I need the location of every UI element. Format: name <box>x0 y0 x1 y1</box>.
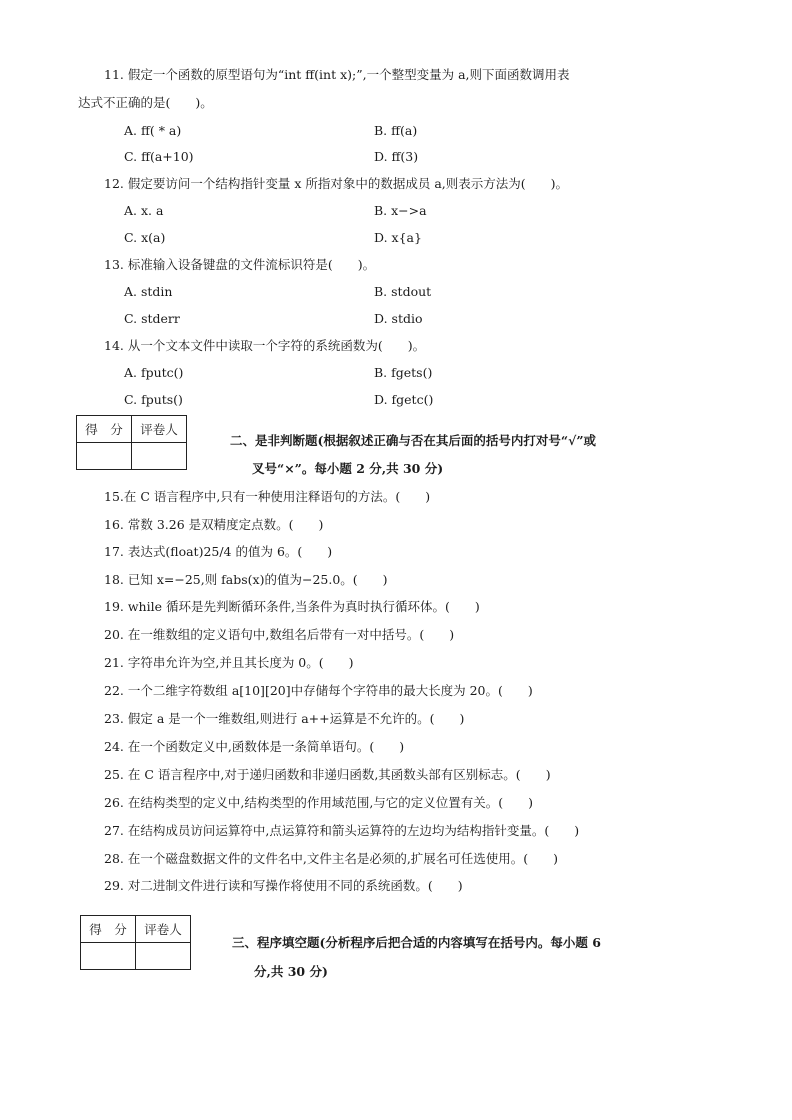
grader-cell <box>132 443 187 470</box>
judgment-28: 28. 在一个磁盘数据文件的文件名中,文件主名是必须的,扩展名可任选使用。( ) <box>104 851 559 866</box>
judgment-19: 19. while 循环是先判断循环条件,当条件为真时执行循环体。( ) <box>104 599 480 614</box>
q12-option-b: B. x−>a <box>374 203 427 218</box>
grader-label: 评卷人 <box>136 916 191 943</box>
section2-title-line2: 叉号“×”。每小题 2 分,共 30 分) <box>252 461 444 476</box>
q13-stem: 13. 标准输入设备键盘的文件流标识符是( )。 <box>104 257 376 272</box>
section2-title-line1: 二、是非判断题(根据叙述正确与否在其后面的括号内打对号“√”或 <box>230 433 597 448</box>
judgment-22: 22. 一个二维字符数组 a[10][20]中存储每个字符串的最大长度为 20。( ) <box>104 683 533 698</box>
judgment-16: 16. 常数 3.26 是双精度定点数。( ) <box>104 517 324 532</box>
judgment-29: 29. 对二进制文件进行读和写操作将使用不同的系统函数。( ) <box>104 878 463 893</box>
q13-option-d: D. stdio <box>374 311 423 326</box>
q13-option-a: A. stdin <box>124 284 173 299</box>
judgment-21: 21. 字符串允许为空,并且其长度为 0。( ) <box>104 655 354 670</box>
judgment-15: 15.在 C 语言程序中,只有一种使用注释语句的方法。( ) <box>104 489 431 504</box>
judgment-18: 18. 已知 x=−25,则 fabs(x)的值为−25.0。( ) <box>104 572 388 587</box>
score-label: 得 分 <box>77 416 132 443</box>
score-box-section2 <box>76 415 187 470</box>
q11-option-b: B. ff(a) <box>374 123 418 138</box>
q11-stem-line2: 达式不正确的是( )。 <box>78 95 213 110</box>
score-cell <box>81 943 136 970</box>
q14-option-d: D. fgetc() <box>374 392 434 407</box>
q12-stem: 12. 假定要访问一个结构指针变量 x 所指对象中的数据成员 a,则表示方法为( )。 <box>104 176 569 191</box>
q14-option-a: A. fputc() <box>124 365 184 380</box>
grader-label: 评卷人 <box>132 416 187 443</box>
judgment-17: 17. 表达式(float)25/4 的值为 6。( ) <box>104 544 333 559</box>
score-cell <box>77 443 132 470</box>
judgment-23: 23. 假定 a 是一个一维数组,则进行 a++运算是不允许的。( ) <box>104 711 465 726</box>
judgment-27: 27. 在结构成员访问运算符中,点运算符和箭头运算符的左边均为结构指针变量。( ) <box>104 823 580 838</box>
grader-cell <box>136 943 191 970</box>
q12-option-c: C. x(a) <box>124 230 166 245</box>
score-box-section3 <box>80 915 191 970</box>
q11-stem-line1: 11. 假定一个函数的原型语句为“int ff(int x);”,一个整型变量为 a,则下面函数调用表 <box>104 67 570 82</box>
section3-title-line2: 分,共 30 分) <box>254 964 328 979</box>
q13-option-b: B. stdout <box>374 284 432 299</box>
judgment-26: 26. 在结构类型的定义中,结构类型的作用域范围,与它的定义位置有关。( ) <box>104 795 534 810</box>
q14-option-c: C. fputs() <box>124 392 183 407</box>
judgment-24: 24. 在一个函数定义中,函数体是一条简单语句。( ) <box>104 739 405 754</box>
judgment-25: 25. 在 C 语言程序中,对于递归函数和非递归函数,其函数头部有区别标志。( ) <box>104 767 551 782</box>
q11-option-d: D. ff(3) <box>374 149 419 164</box>
q11-option-c: C. ff(a+10) <box>124 149 194 164</box>
q12-option-d: D. x{a} <box>374 230 422 245</box>
q13-option-c: C. stderr <box>124 311 180 326</box>
q14-option-b: B. fgets() <box>374 365 433 380</box>
score-label: 得 分 <box>81 916 136 943</box>
judgment-20: 20. 在一维数组的定义语句中,数组名后带有一对中括号。( ) <box>104 627 455 642</box>
q11-option-a: A. ff( * a) <box>124 123 182 138</box>
section3-title-line1: 三、程序填空题(分析程序后把合适的内容填写在括号内。每小题 6 <box>232 935 601 950</box>
q12-option-a: A. x. a <box>124 203 164 218</box>
q14-stem: 14. 从一个文本文件中读取一个字符的系统函数为( )。 <box>104 338 426 353</box>
